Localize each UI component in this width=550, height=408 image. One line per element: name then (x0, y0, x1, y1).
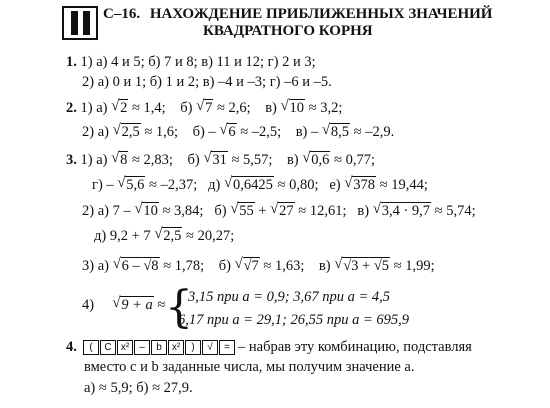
value: ≈ 12,61; (298, 203, 347, 219)
task4-num (66, 339, 77, 356)
value: ≈ 1,4; (131, 100, 166, 116)
task1-row1 (66, 54, 316, 71)
task2-row1 (66, 100, 342, 117)
label: б) (218, 258, 231, 274)
value: ≈ 1,63; (263, 258, 305, 274)
task3-row4 (94, 228, 234, 245)
sqrt: √ √7 (235, 258, 260, 275)
label: 1) а) (80, 152, 108, 168)
sqrt: √ 31 (203, 152, 228, 169)
sqrt: √ 6 (219, 124, 236, 141)
sqrt: √ 9 + a (112, 297, 154, 314)
label: 4) (82, 297, 95, 313)
value: ≈ 2,83; (131, 152, 173, 168)
sqrt: √ √3 + √5 (334, 258, 390, 275)
task3-row5 (82, 258, 435, 275)
sqrt: √ 2,5 (113, 124, 141, 141)
sqrt: √ 8 (111, 152, 128, 169)
label: б) (187, 152, 200, 168)
task-number: 4. (66, 339, 77, 355)
text: вместо c и b заданные числа, мы получим значение a. (84, 359, 415, 375)
key: √ (202, 340, 218, 355)
value: ≈ 1,78; (163, 258, 205, 274)
sqrt: √ 10 (134, 203, 159, 220)
sqrt: √ 3,4 · 9,7 (373, 203, 431, 220)
sqrt: √ 5,6 (117, 177, 145, 194)
value: ≈ 19,44; (379, 177, 428, 193)
value: ≈ 1,99; (393, 258, 435, 274)
sqrt: √ 8,5 (322, 124, 350, 141)
case-text: 3,15 при a = 0,9; 3,67 при a = 4,5 (188, 289, 391, 305)
task-number: 2. (66, 100, 77, 116)
value: ≈ 5,74; (434, 203, 476, 219)
title-line-2: КВАДРАТНОГО КОРНЯ (203, 23, 373, 39)
value: ≈ 3,2; (308, 100, 343, 116)
key: x² (117, 340, 133, 355)
text: а) ≈ 5,9; б) ≈ 27,9. (84, 380, 193, 396)
case-2 (178, 312, 409, 329)
label: в) (265, 100, 277, 116)
sqrt: √ 27 (270, 203, 295, 220)
brace-icon: { (165, 282, 193, 333)
label: б) – (192, 124, 216, 140)
key: b (151, 340, 167, 355)
key: ( (83, 340, 99, 355)
label: 3) а) (82, 258, 109, 274)
label: в) (318, 258, 331, 274)
label: б) (180, 100, 193, 116)
roman-two-icon (71, 11, 90, 35)
sqrt: √ 10 (281, 100, 306, 117)
sqrt: √ 55 (230, 203, 255, 220)
value: ≈ 1,6; (144, 124, 179, 140)
label: д) 9,2 + 7 (94, 228, 151, 244)
label: в) (286, 152, 299, 168)
value: ≈ –2,5; (240, 124, 282, 140)
sqrt: √ 6 – √8 (113, 258, 160, 275)
sqrt: √ 378 (344, 177, 376, 194)
section-code: С–16. (103, 6, 141, 22)
label: д) (208, 177, 221, 193)
key: = (219, 340, 235, 355)
approx-sign: ≈ (157, 297, 166, 313)
key: C (100, 340, 116, 355)
case-text: 6,17 при a = 29,1; 26,55 при a = 695,9 (178, 312, 410, 328)
value: ≈ 0,77; (334, 152, 375, 168)
task3-row6 (82, 297, 165, 314)
text: – набрав эту комбинацию, подставляя (238, 339, 472, 355)
label: г) – (92, 177, 114, 193)
page-title (103, 6, 543, 40)
key: – (134, 340, 150, 355)
section-badge (62, 6, 98, 40)
title-line-1: НАХОЖДЕНИЕ ПРИБЛИЖЕННЫХ ЗНАЧЕНИЙ (149, 6, 493, 22)
key: ) (185, 340, 201, 355)
value: ≈ 0,80; (277, 177, 319, 193)
value: ≈ –2,37; (149, 177, 198, 193)
sqrt: √ 2,5 (154, 228, 182, 245)
value: ≈ 2,6; (216, 100, 251, 116)
calculator-keys (83, 340, 235, 355)
task3-row2 (92, 177, 428, 194)
value: ≈ 3,84; (162, 203, 204, 219)
task1-answers-2: 2) а) 0 и 1; б) 1 и 2; в) –4 и –3; г) –6 и –5. (82, 74, 332, 90)
value: ≈ –2,9. (353, 124, 395, 140)
task-number: 1. (66, 54, 77, 70)
task1-answers-1: 1) а) 4 и 5; б) 7 и 8; в) 11 и 12; г) 2 и 3; (80, 54, 316, 70)
label: б) (214, 203, 227, 219)
label: е) (329, 177, 341, 193)
label: 1) а) (80, 100, 108, 116)
label: в) (357, 203, 370, 219)
sqrt: √ 0,6425 (224, 177, 274, 194)
task3-row1 (66, 152, 375, 169)
label: в) – (295, 124, 319, 140)
task4-text1 (238, 339, 472, 356)
label: 2) а) (82, 124, 109, 140)
sqrt: √ 7 (196, 100, 213, 117)
task4-text2 (84, 359, 414, 376)
task1-row2 (82, 74, 332, 91)
task3-row3 (82, 203, 476, 220)
key: x² (168, 340, 184, 355)
case-1 (188, 289, 390, 306)
task-number: 3. (66, 152, 77, 168)
sqrt: √ 2 (111, 100, 128, 117)
plus: + (258, 203, 267, 219)
value: ≈ 20,27; (186, 228, 235, 244)
label: 2) а) 7 – (82, 203, 131, 219)
task2-row2 (82, 124, 394, 141)
task4-answers (84, 380, 193, 397)
sqrt: √ 0,6 (302, 152, 330, 169)
value: ≈ 5,57; (231, 152, 273, 168)
